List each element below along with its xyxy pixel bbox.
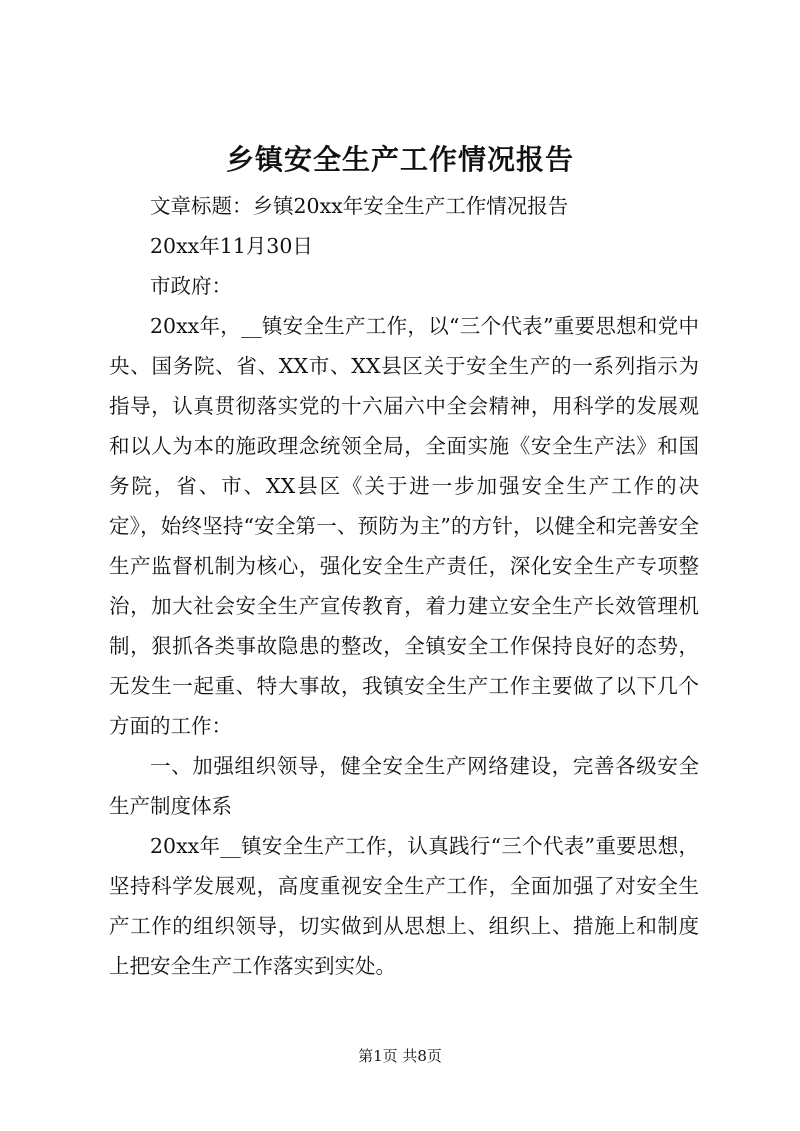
page-number-footer: 第1页 共8页 bbox=[358, 1047, 442, 1065]
date-line: 20xx年11月30日 bbox=[150, 234, 313, 258]
body-paragraph: 20xx年，__镇安全生产工作，以“三个代表”重要思想和党中央、国务院、省、XX市、XX县区关于安全生产的一系列指示为指导，认真贯彻落实党的十六届六中全会精神，用科学的发展观和以人为本的施政理念统领全局，全面实施《安全生产法》和国务院，省、市、XX县区《关于进一步加强安全生产工作的决定》，始终坚持“安全第一、预防为主”的方针，以健全和完善安全生产监督机制为核心，强化安全生产责任，深化安全生产专项整治，加大社会安全生产宣传教育，着力建立安全生产长效管理机制，狠抓各类事故隐患的整改，全镇安全工作保持良好的态势，无发生一起重、特大事故，我镇安全生产工作主要做了以下几个方面的工作： bbox=[109, 314, 699, 738]
section-heading: 一、加强组织领导，健全安全生产网络建设，完善各级安全生产制度体系 bbox=[109, 754, 699, 818]
body-paragraph: 20xx年__镇安全生产工作，认真践行“三个代表”重要思想，坚持科学发展观，高度重视安全生产工作，全面加强了对安全生产工作的组织领导，切实做到从思想上、组织上、措施上和制度上把安全生产工作落实到实处。 bbox=[109, 834, 699, 978]
article-title-line: 文章标题：乡镇20xx年安全生产工作情况报告 bbox=[150, 194, 569, 218]
document-title: 乡镇安全生产工作情况报告 bbox=[225, 143, 574, 176]
salutation: 市政府： bbox=[150, 274, 232, 298]
document-body bbox=[109, 186, 699, 986]
